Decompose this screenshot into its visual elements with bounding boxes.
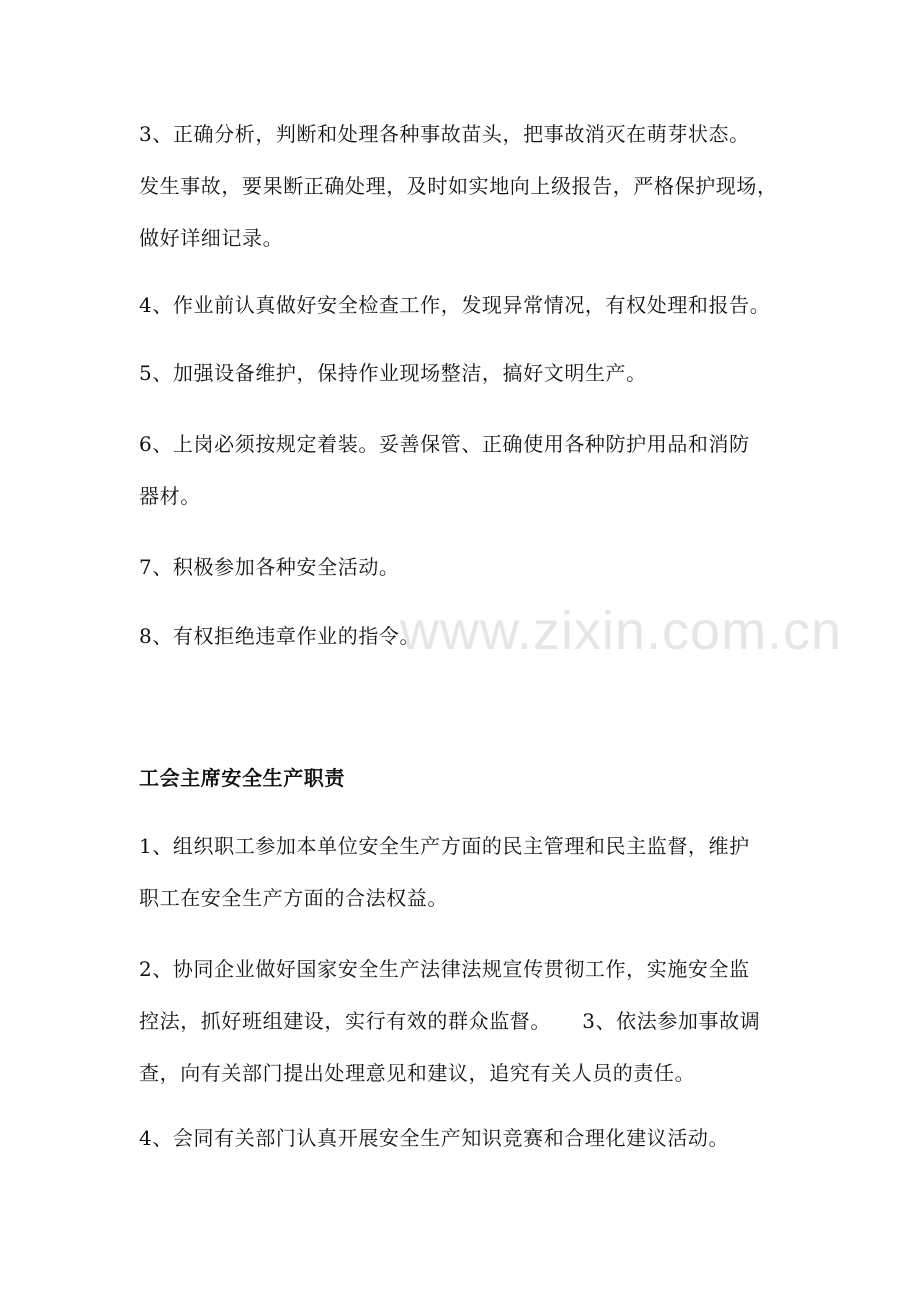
paragraph-item-6 <box>139 418 789 522</box>
paragraph-line: 控法，抓好班组建设，实行有效的群众监督。 3、依法参加事故调 <box>139 1009 761 1033</box>
watermark: www.zixin.com.cn <box>400 601 843 661</box>
paragraph-line: 5、加强设备维护，保持作业现场整洁，搞好文明生产。 <box>139 361 647 385</box>
paragraph-item-7 <box>139 541 789 593</box>
paragraph-line: 查，向有关部门提出处理意见和建议，追究有关人员的责任。 <box>139 1061 696 1085</box>
paragraph-line: 职工在安全生产方面的合法权益。 <box>139 886 448 910</box>
paragraph-line: 7、积极参加各种安全活动。 <box>139 555 400 579</box>
paragraph-line: 3、正确分析，判断和处理各种事故苗头，把事故消灭在萌芽状态。 <box>139 122 750 146</box>
paragraph-line: 4、作业前认真做好安全检查工作，发现异常情况，有权处理和报告。 <box>139 293 771 317</box>
paragraph-item-8 <box>139 610 789 662</box>
paragraph-line: 2、协同企业做好国家安全生产法律法规宣传贯彻工作，实施安全监 <box>139 957 750 981</box>
paragraph-line: 1、组织职工参加本单位安全生产方面的民主管理和民主监督，维护 <box>139 834 750 858</box>
paragraph-item-3 <box>139 108 789 264</box>
paragraph-line: 8、有权拒绝违章作业的指令。 <box>139 624 421 648</box>
paragraph-item-4 <box>139 279 789 331</box>
paragraph-line: 4、会同有关部门认真开展安全生产知识竞赛和合理化建议活动。 <box>139 1126 730 1150</box>
paragraph-line: 器材。 <box>139 484 201 508</box>
paragraph-line: 做好详细记录。 <box>139 226 284 250</box>
paragraph-item-1 <box>139 820 789 924</box>
section-heading: 工会主席安全生产职责 <box>139 766 345 790</box>
paragraph-line: 6、上岗必须按规定着装。妥善保管、正确使用各种防护用品和消防 <box>139 432 750 456</box>
paragraph-item-5 <box>139 347 789 399</box>
paragraph-item-4b <box>139 1112 789 1164</box>
paragraph-item-2 <box>139 943 789 1099</box>
paragraph-line: 发生事故，要果断正确处理，及时如实地向上级报告，严格保护现场， <box>139 174 778 198</box>
